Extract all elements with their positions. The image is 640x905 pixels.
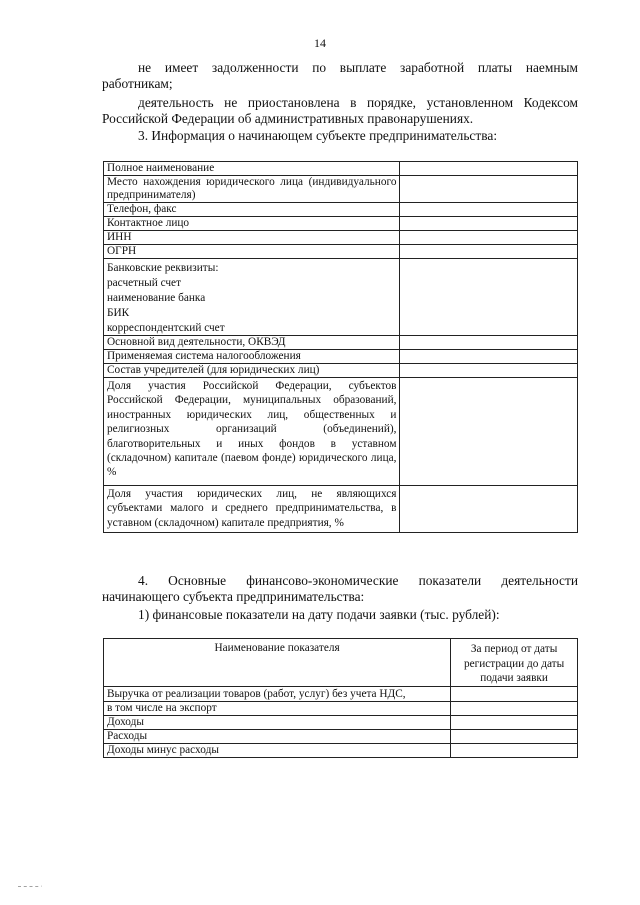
value-cell[interactable] [451, 687, 578, 702]
value-cell[interactable] [400, 350, 578, 364]
table-row [104, 364, 578, 378]
row-label: Место нахождения юридического лица (индивидуального предпринимателя) [104, 176, 400, 203]
table-row [104, 217, 578, 231]
period-header: За период от даты регистрации до даты подачи заявки [451, 639, 578, 687]
row-label: Доля участия юридических лиц, не являющихся субъектами малого и среднего предпринимательства, в уставном (складочном) капитале предприятия, % [104, 485, 400, 532]
row-label: Применяемая система налогообложения [104, 350, 400, 364]
value-cell[interactable] [400, 176, 578, 203]
row-label: в том числе на экспорт [104, 702, 451, 716]
table-row [104, 245, 578, 259]
value-cell[interactable] [400, 364, 578, 378]
table-row [104, 336, 578, 350]
row-label: Контактное лицо [104, 217, 400, 231]
value-cell[interactable] [451, 702, 578, 716]
table-row [104, 259, 578, 336]
table-row [104, 485, 578, 532]
table-row [104, 730, 578, 744]
table-row [104, 744, 578, 758]
bank-name-label: наименование банка [107, 292, 206, 304]
value-cell[interactable] [451, 730, 578, 744]
row-label: Выручка от реализации товаров (работ, услуг) без учета НДС, [104, 687, 451, 702]
paragraph-text: не имеет задолженности по выплате заработной платы наемным работникам; [102, 60, 578, 91]
value-cell[interactable] [400, 336, 578, 350]
value-cell[interactable] [400, 259, 578, 336]
row-label: Основной вид деятельности, ОКВЭД [104, 336, 400, 350]
paragraph-not-suspended [102, 95, 578, 126]
value-cell[interactable] [451, 744, 578, 758]
bik-label: БИК [107, 307, 130, 319]
value-cell[interactable] [400, 217, 578, 231]
bank-details-label [104, 259, 400, 336]
table-header-row [104, 639, 578, 687]
table-row [104, 716, 578, 730]
paragraph-text: 4. Основные финансово-экономические показатели деятельности начинающего субъекта предпринимательства: [102, 573, 578, 604]
row-label: Доходы минус расходы [104, 744, 451, 758]
table-row [104, 162, 578, 176]
table-row [104, 378, 578, 486]
table-row [104, 350, 578, 364]
value-cell[interactable] [400, 203, 578, 217]
section-3-heading: 3. Информация о начинающем субъекте предпринимательства: [138, 128, 498, 143]
value-cell[interactable] [400, 485, 578, 532]
value-cell[interactable] [400, 162, 578, 176]
bank-details-title: Банковские реквизиты: [107, 262, 219, 274]
paragraph-no-wage-debt [102, 60, 578, 91]
value-cell[interactable] [400, 231, 578, 245]
row-label: Состав учредителей (для юридических лиц) [104, 364, 400, 378]
correspondent-account-label: корреспондентский счет [107, 322, 225, 334]
table-row [104, 176, 578, 203]
section-4-heading [102, 573, 578, 604]
row-label: Доля участия Российской Федерации, субъектов Российской Федерации, муниципальных образований, иностранных юридических лиц, общественных и религиозных организаций (объединений), благотворительных и иных фондов в уставном (складочном) капитале (паевом фонде) юридического лица, % [104, 378, 400, 486]
entrepreneur-info-table [103, 161, 578, 533]
value-cell[interactable] [451, 716, 578, 730]
paragraph-text: деятельность не приостановлена в порядке, установленном Кодексом Российской Федерации об административных правонарушениях. [102, 95, 578, 126]
value-cell[interactable] [400, 245, 578, 259]
row-label: ИНН [104, 231, 400, 245]
value-cell[interactable] [400, 378, 578, 486]
row-label: Телефон, факс [104, 203, 400, 217]
row-label: Полное наименование [104, 162, 400, 176]
table-row [104, 702, 578, 716]
table-row [104, 687, 578, 702]
row-label: ОГРН [104, 245, 400, 259]
row-label: Доходы [104, 716, 451, 730]
bank-account-label: расчетный счет [107, 277, 182, 289]
financial-indicators-table [103, 638, 578, 758]
table-row [104, 203, 578, 217]
row-label: Расходы [104, 730, 451, 744]
scan-artifact: ▬ ▬ ▬ ▬ ▪ [18, 884, 44, 888]
financial-indicators-heading: 1) финансовые показатели на дату подачи заявки (тыс. рублей): [138, 607, 500, 622]
page-number: 14 [314, 36, 326, 50]
indicator-name-header: Наименование показателя [104, 639, 451, 687]
table-row [104, 231, 578, 245]
